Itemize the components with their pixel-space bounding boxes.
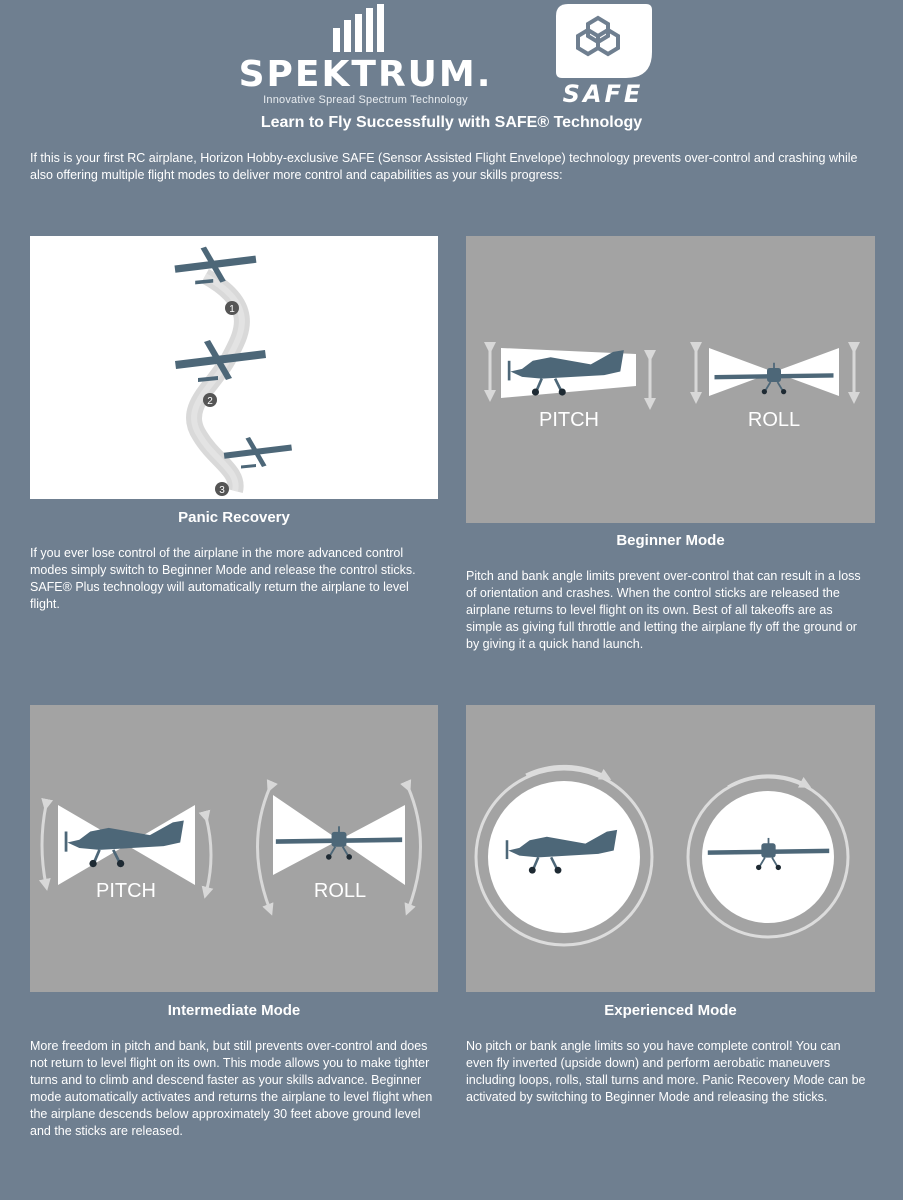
step-1-badge — [225, 301, 239, 315]
brand-name: SPEKTRUM. — [238, 54, 493, 95]
experienced-mode-title: Experienced Mode — [604, 1002, 737, 1019]
beginner-mode-illustration — [466, 236, 875, 523]
beginner-pitch-label: PITCH — [539, 409, 599, 431]
panic-recovery-description: If you ever lose control of the airplane in the more advanced control modes simply switch to Beginner Mode and release the control sticks. SAFE® Plus technology will automatically return the airplane to level flight. — [30, 546, 416, 611]
spektrum-bars-icon — [238, 2, 493, 62]
step-2-badge — [203, 393, 217, 407]
experienced-pitch-label: PITCH — [534, 886, 594, 908]
safe-logo — [548, 2, 658, 108]
svg-text:1: 1 — [229, 304, 235, 315]
panic-recovery-illustration — [30, 236, 438, 499]
intermediate-mode-description: More freedom in pitch and bank, but still prevents over-control and does not return to level flight on its own. This mode allows you to make tighter turns and to climb and descend faster as your skills advance. Beginner mode automatically activates and returns the airplane to level flight when the airplane descends below approximately 30 feet above ground level and the sticks are released. — [30, 1039, 433, 1138]
intermediate-roll-label: ROLL — [313, 880, 367, 902]
svg-text:2: 2 — [207, 396, 213, 407]
page-title: Learn to Fly Successfully with SAFE® Technology — [260, 114, 643, 131]
intermediate-mode-title: Intermediate Mode — [167, 1002, 301, 1019]
intro-paragraph: If this is your first RC airplane, Horizon Hobby-exclusive SAFE (Sensor Assisted Flight Envelope) technology prevents over-control and crashing while also offering multiple flight modes to deliver more control and capabilities as your skills progress: — [30, 151, 858, 182]
spektrum-logo — [238, 2, 493, 108]
svg-text:3: 3 — [219, 485, 225, 496]
intermediate-mode-illustration — [30, 705, 438, 992]
experienced-mode-description: No pitch or bank angle limits so you have complete control! You can even fly inverted (upside down) and perform aerobatic maneuvers including loops, rolls, stall turns and more. Panic Recovery Mode can be activated by switching to Beginner Mode and releasing the sticks. — [466, 1039, 866, 1104]
brand-tagline: Innovative Spread Spectrum Technology — [263, 94, 468, 106]
intermediate-pitch-label: PITCH — [96, 880, 156, 902]
beginner-mode-title: Beginner Mode — [616, 532, 725, 549]
step-3-badge — [215, 482, 229, 496]
safe-wordmark: SAFE — [562, 80, 644, 108]
safe-shield-icon — [548, 2, 658, 82]
experienced-roll-label: ROLL — [741, 888, 795, 910]
panic-recovery-title: Panic Recovery — [178, 509, 290, 526]
experienced-mode-illustration — [466, 705, 875, 992]
beginner-roll-label: ROLL — [747, 409, 801, 431]
beginner-mode-description: Pitch and bank angle limits prevent over-control that can result in a loss of orientation and crashes. When the control sticks are released the airplane returns to level flight on its own. Best of all takeoffs are as simple as giving full throttle and letting the airplane fly off the ground or by giving it a quick hand launch. — [466, 569, 861, 651]
